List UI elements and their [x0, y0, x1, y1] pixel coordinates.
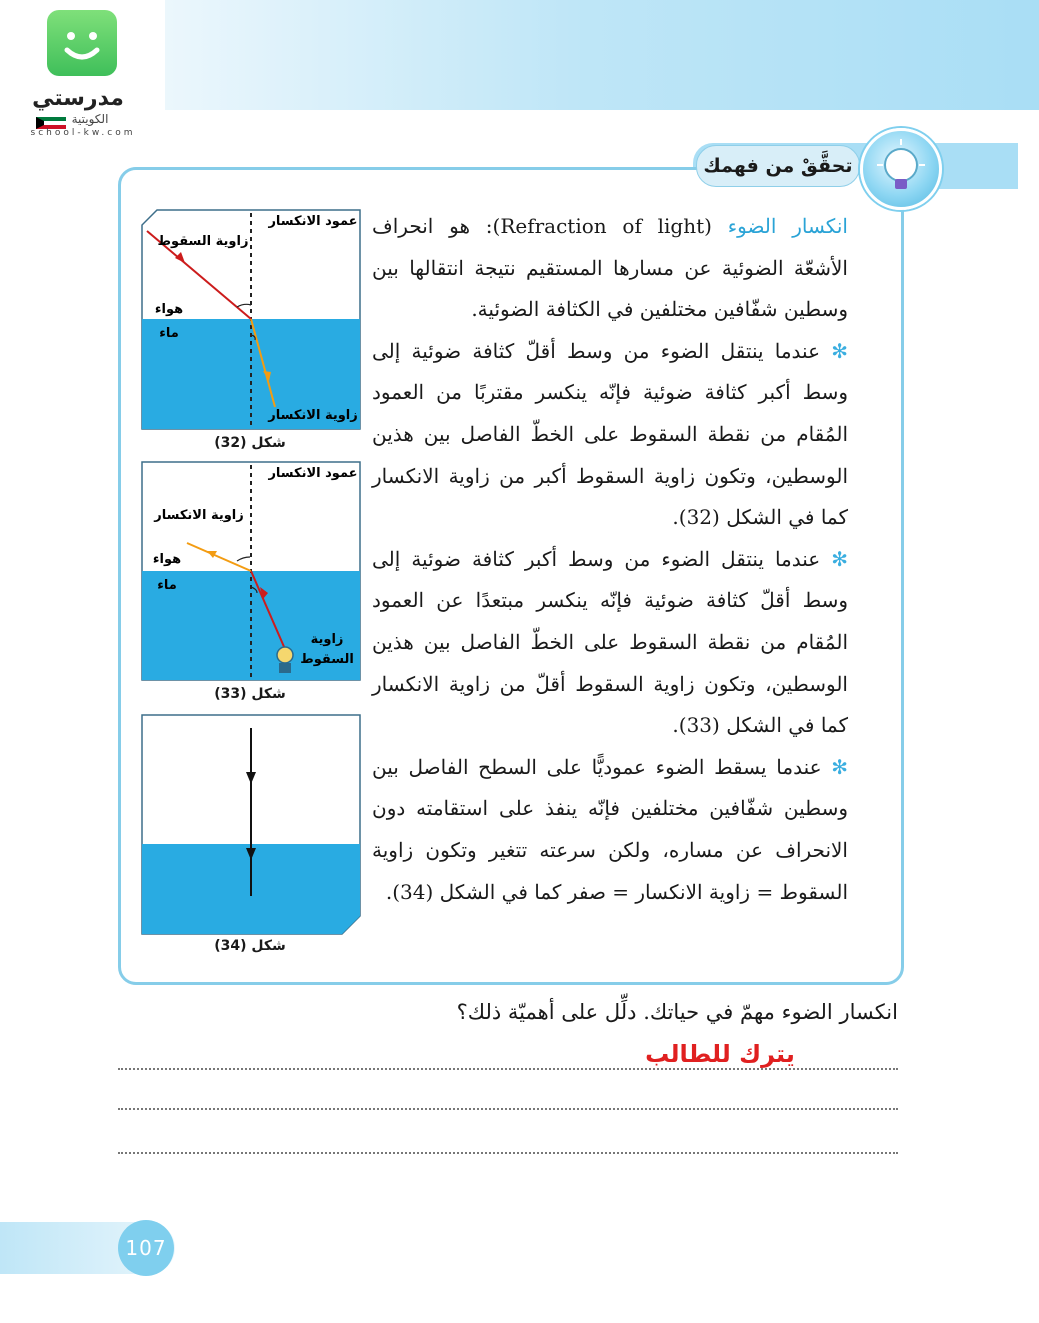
logo-icon: [47, 10, 117, 76]
question-text: انكسار الضوء مهمّ في حياتك. دلِّل على أهميّة ذلك؟: [456, 1000, 898, 1024]
fig33-incidence-line2: السقوط: [300, 652, 354, 667]
figure-32: [141, 209, 361, 431]
answer-text: يترك للطالب: [645, 1040, 795, 1068]
logo-title: مدرستي: [32, 86, 124, 111]
definition-term: انكسار الضوء: [727, 214, 848, 238]
fig32-incidence-label: زاوية السقوط: [157, 234, 249, 249]
logo: [0, 0, 165, 150]
answer-line[interactable]: [118, 1108, 898, 1110]
figure-34-caption: شكل (34): [214, 938, 286, 954]
page-number: 107: [118, 1220, 174, 1276]
figure-33: [141, 461, 361, 683]
logo-url: school-kw.com: [30, 128, 136, 138]
figure-34: [141, 714, 361, 936]
fig32-water-label: ماء: [159, 326, 179, 341]
fig33-refraction-label: زاوية الانكسار: [154, 508, 244, 523]
logo-subtitle: الكويتية: [71, 112, 109, 126]
fig33-incidence-line1: زاوية: [310, 632, 344, 647]
section-title: تحقَّقْ من فهمك: [696, 145, 860, 187]
bullet-item: ✻ عندما ينتقل الضوء من وسط أكبر كثافة ضوئية إلى وسط أقلّ كثافة ضوئية فإنّه ينكسر مبتعدًا عن العمود المُقام من نقطة السقوط على الخطّ الفاصل بين هذين الوسطين، وتكون زاوية السقوط أقلّ من زاوية الانكسار كما في الشكل (33).: [372, 546, 848, 738]
figure-33-caption: شكل (33): [214, 686, 286, 702]
bullet-item: ✻ عندما ينتقل الضوء من وسط أقلّ كثافة ضوئية إلى وسط أكبر كثافة ضوئية فإنّه ينكسر مقتربًا من العمود المُقام من نقطة السقوط على الخطّ الفاصل بين هذين الوسطين، وتكون زاوية السقوط أكبر من زاوية الانكسار كما في الشكل (32).: [372, 338, 848, 530]
bullet-star-icon: ✻: [831, 546, 848, 571]
child-figure-icon: [277, 647, 293, 673]
definition-paragraph: [372, 206, 848, 331]
lesson-text: [372, 206, 848, 913]
fig33-normal-label: عمود الانكسار: [268, 466, 358, 481]
fig32-refraction-label: زاوية الانكسار: [268, 408, 358, 423]
answer-line[interactable]: [118, 1068, 898, 1070]
bullet-star-icon: ✻: [831, 754, 848, 779]
fig33-air-label: هواء: [152, 552, 182, 567]
bullet-item: ✻ عندما يسقط الضوء عموديًّا على السطح الفاصل بين وسطين شفّافين مختلفين فإنّه ينفذ على استقامته دون الانحراف عن مساره، ولكن سرعته تتغير وتكون زاوية السقوط = زاوية الانكسار = صفر كما في الشكل (34).: [372, 754, 848, 904]
fig32-air-label: هواء: [154, 302, 184, 317]
answer-line[interactable]: [118, 1152, 898, 1154]
bullet-star-icon: ✻: [831, 338, 848, 363]
definition-text: (Refraction of light): هو انحراف الأشعّة الضوئية عن مسارها المستقيم نتيجة انتقالها بين وسطين شفّافين مختلفين في الكثافة الضوئية.: [372, 214, 848, 322]
figure-32-caption: شكل (32): [214, 435, 286, 451]
lightbulb-icon: [860, 128, 942, 210]
fig32-normal-label: عمود الانكسار: [268, 214, 358, 229]
fig33-water-label: ماء: [157, 578, 177, 593]
